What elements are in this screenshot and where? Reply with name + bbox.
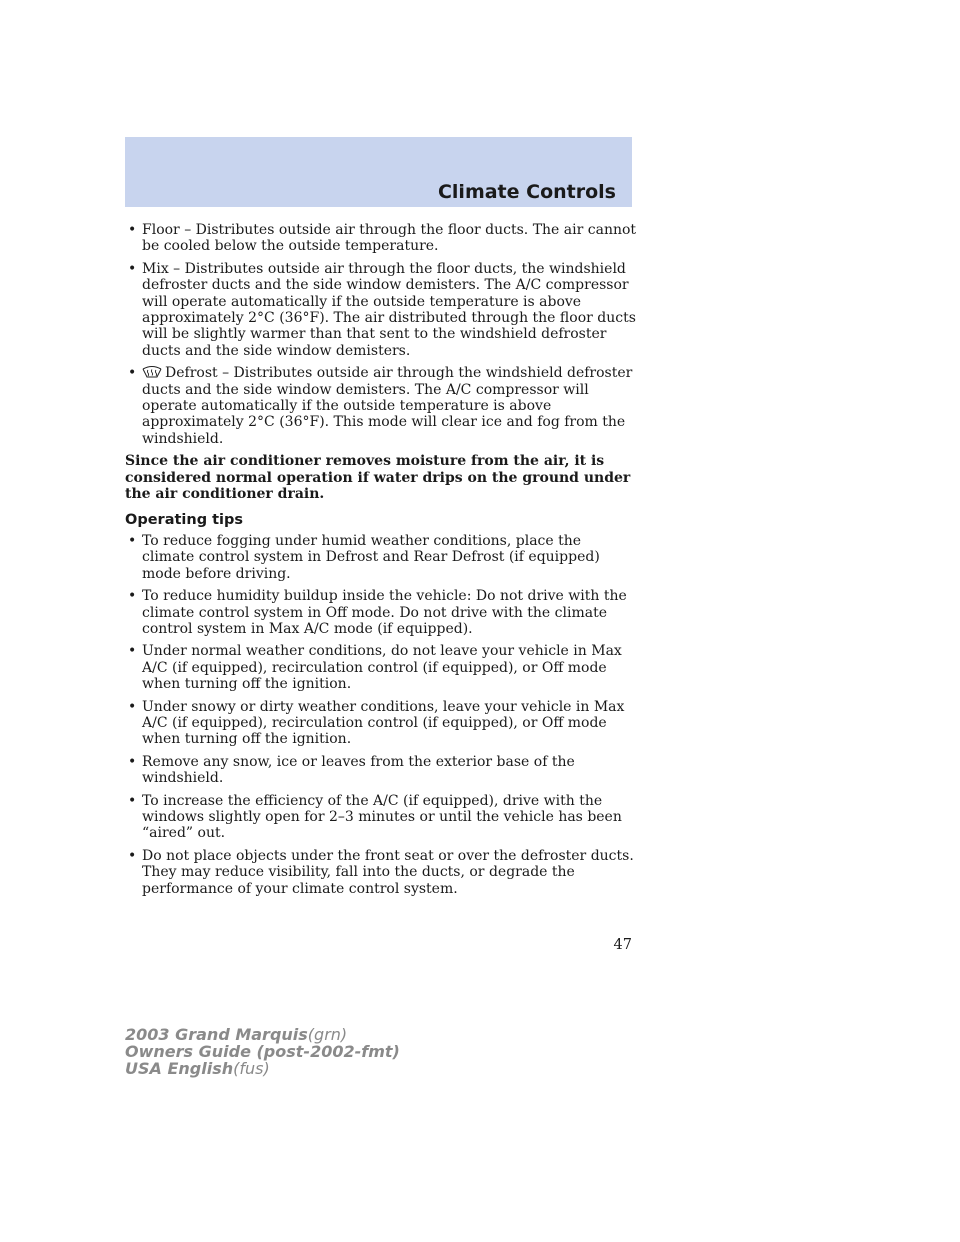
document-footer bbox=[125, 1026, 400, 1077]
footer-line-guide bbox=[125, 1043, 400, 1060]
bullet-marker: • bbox=[128, 365, 137, 382]
list-item bbox=[125, 222, 637, 255]
tip-text: To reduce humidity buildup inside the vehicle: Do not drive with the climate control system in Off mode. Do not drive with the climate control system in Max A/C mode (if equipped). bbox=[142, 588, 627, 637]
footer-guide-name: Owners Guide (post-2002-fmt) bbox=[125, 1042, 400, 1061]
bullet-marker: • bbox=[128, 698, 137, 715]
page-content bbox=[125, 222, 637, 903]
section-title: Climate Controls bbox=[437, 181, 616, 203]
bullet-marker: • bbox=[128, 222, 137, 238]
list-item bbox=[125, 643, 637, 692]
bullet-text: Floor – Distributes outside air through the floor ducts. The air cannot be cooled below the outside temperature. bbox=[142, 222, 637, 255]
windshield-defrost-icon bbox=[141, 365, 163, 378]
bullet-text: Defrost – Distributes outside air through the windshield defroster ducts and the side window demisters. The A/C compressor will operate automatically if the outside temperature is above approximately 2°C (36°F). This mode will clear ice and fog from the windshield. bbox=[142, 365, 633, 447]
list-item bbox=[125, 848, 637, 897]
tip-text: To reduce fogging under humid weather conditions, place the climate control system in Defrost and Rear Defrost (if equipped) mode before driving. bbox=[142, 532, 600, 582]
list-item bbox=[125, 365, 637, 447]
bullet-marker: • bbox=[128, 792, 137, 809]
footer-model-name: 2003 Grand Marquis bbox=[125, 1025, 308, 1044]
footer-line-language bbox=[125, 1060, 400, 1077]
tip-text: Under snowy or dirty weather conditions, leave your vehicle in Max A/C (if equipped), recirculation control (if equipped), or Off mode when turning off the ignition. bbox=[142, 698, 625, 748]
bullet-marker: • bbox=[128, 753, 137, 770]
list-item bbox=[125, 261, 637, 359]
bullet-marker: • bbox=[128, 260, 137, 277]
tip-text: Do not place objects under the front seat or over the defroster ducts. They may reduce visibility, fall into the ducts, or degrade the performance of your climate control system. bbox=[142, 847, 634, 897]
tip-text: Under normal weather conditions, do not leave your vehicle in Max A/C (if equipped), recirculation control (if equipped), or Off mode when turning off the ignition. bbox=[142, 643, 622, 693]
footer-line-model bbox=[125, 1026, 400, 1043]
operating-tips-heading: Operating tips bbox=[125, 511, 244, 528]
bullet-marker: • bbox=[128, 532, 137, 549]
list-item bbox=[125, 533, 637, 582]
tip-text: Remove any snow, ice or leaves from the exterior base of the windshield. bbox=[142, 753, 575, 787]
list-item bbox=[125, 754, 637, 787]
bullet-marker: • bbox=[128, 847, 137, 864]
tip-text: To increase the efficiency of the A/C (if equipped), drive with the windows slightly open for 2–3 minutes or until the vehicle has been “aired” out. bbox=[142, 792, 622, 842]
bullet-text: Mix – Distributes outside air through the floor ducts, the windshield defroster ducts and the side window demisters. The A/C compressor will operate automatically if the outside temperature is above approximately 2°C (36°F). The air distributed through the floor ducts will be slightly warmer than that sent to the windshield defroster ducts and the side window demisters. bbox=[142, 260, 636, 359]
page-number: 47 bbox=[613, 937, 632, 953]
footer-language: USA English bbox=[125, 1059, 234, 1078]
bullet-marker: • bbox=[128, 588, 137, 605]
footer-model-code: (grn) bbox=[307, 1025, 348, 1044]
section-header-band bbox=[125, 137, 632, 207]
list-item bbox=[125, 793, 637, 842]
list-item bbox=[125, 699, 637, 748]
condensation-note: Since the air conditioner removes moisture from the air, it is considered normal operation if water drips on the ground under the air conditioner drain. bbox=[125, 453, 631, 503]
footer-language-code: (fus) bbox=[233, 1059, 270, 1078]
list-item bbox=[125, 588, 637, 637]
bullet-marker: • bbox=[128, 643, 137, 660]
